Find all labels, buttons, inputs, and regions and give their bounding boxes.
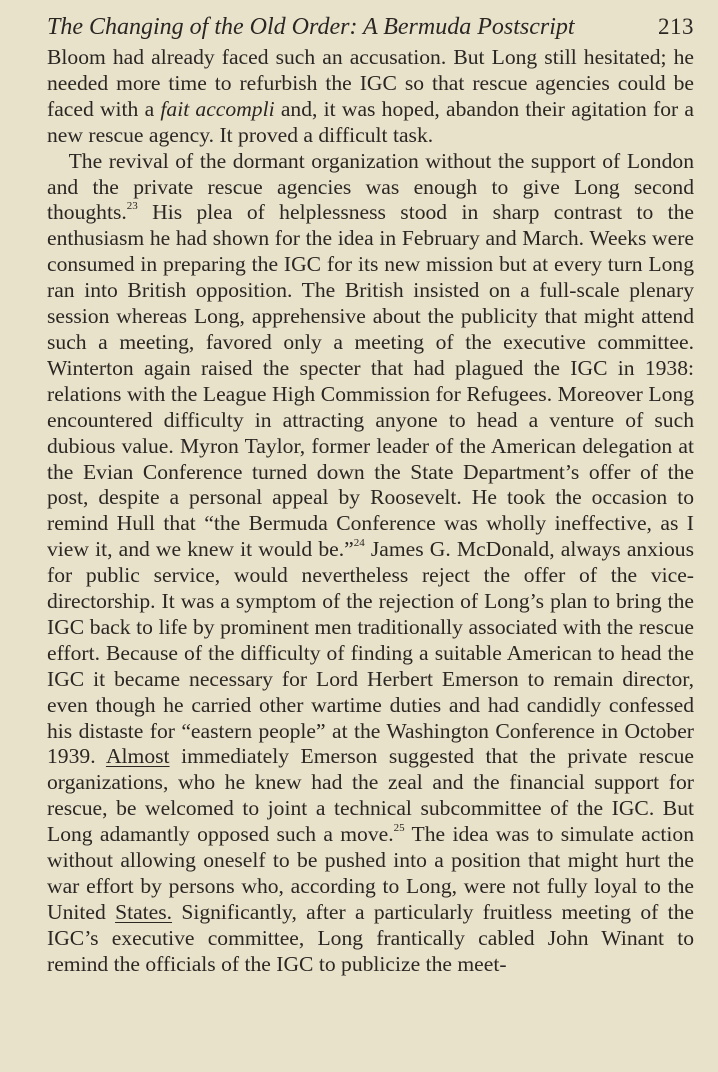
- footnote-ref-24: 24: [353, 537, 365, 550]
- text-run: Significantly, after a particularly fruitless meeting of the IGC’s executive committee, Long frantically cabled John Winant to remind the officials of the IGC to publicize the meet-: [47, 899, 695, 976]
- text-run: His plea of helplessness stood in sharp contrast to the enthusiasm he had shown for the idea in February and March. Weeks were consumed in preparing the IGC for its new mission but at every turn Long ran into British opposition. The British insisted on a full-scale plenary session whereas Long, apprehensive about the publicity that might attend such a meeting, favored only a meeting of the executive committee. Winterton again raised the specter that had plagued the IGC in 1938: relations with the League High Commission for Refugees. Moreover Long encountered difficulty in attracting anyone to head a venture of such dubious value. Myron Taylor, former leader of the American delegation at the Evian Conference turned down the State Department’s offer of the post, despite a personal appeal by Roosevelt. He took the occasion to remind Hull that “the Bermuda Conference was wholly ineffective, as I view it, and we knew it would be.”: [47, 200, 694, 562]
- text-run: immediately Emerson suggested that the private rescue organizations, who he knew had the zeal and the financial support for rescue, be welcomed to joint a technical subcommittee of the IGC. But Long adamantly opposed such a move.: [47, 744, 694, 847]
- text-run: Bloom had already faced such an accusation. But Long still hesitated; he needed more time to refurbish the IGC so that rescue agencies could be faced with a: [47, 45, 694, 121]
- page-number: 213: [658, 14, 694, 39]
- text-run: The revival of the dormant organization without the support of London and the private rescue agencies was enough to give Long second thoughts.: [47, 148, 694, 225]
- footnote-ref-25: 25: [393, 822, 405, 835]
- text-run: and, it was hoped, abandon their agitation for a new rescue agency. It proved a difficult task.: [47, 96, 694, 147]
- footnote-ref-23: 23: [126, 200, 138, 213]
- running-title: The Changing of the Old Order: A Bermuda Postscript: [47, 14, 575, 40]
- running-head: [47, 12, 694, 42]
- underlined-word: States.: [115, 899, 173, 924]
- underlined-word: Almost: [105, 744, 170, 769]
- text-run: James G. McDonald, always anxious for public service, would nevertheless reject the offer of the vice-directorship. It was a symptom of the rejection of Long’s plan to bring the IGC back to life by prominent men traditionally associated with the rescue effort. Because of the difficulty of finding a suitable American to head the IGC it became necessary for Lord Herbert Emerson to remain director, even though he carried other wartime duties and had candidly confessed his distaste for “eastern people” at the Washington Conference in October 1939.: [47, 537, 694, 769]
- paragraph: [47, 149, 694, 978]
- text-run: The idea was to simulate action without allowing oneself to be pushed into a position that might hurt the war effort by persons who, according to Long, were not fully loyal to the United: [47, 822, 694, 924]
- italic-phrase: fait accompli: [160, 96, 275, 121]
- body-text: [47, 45, 694, 978]
- paragraph-continued: [47, 45, 694, 149]
